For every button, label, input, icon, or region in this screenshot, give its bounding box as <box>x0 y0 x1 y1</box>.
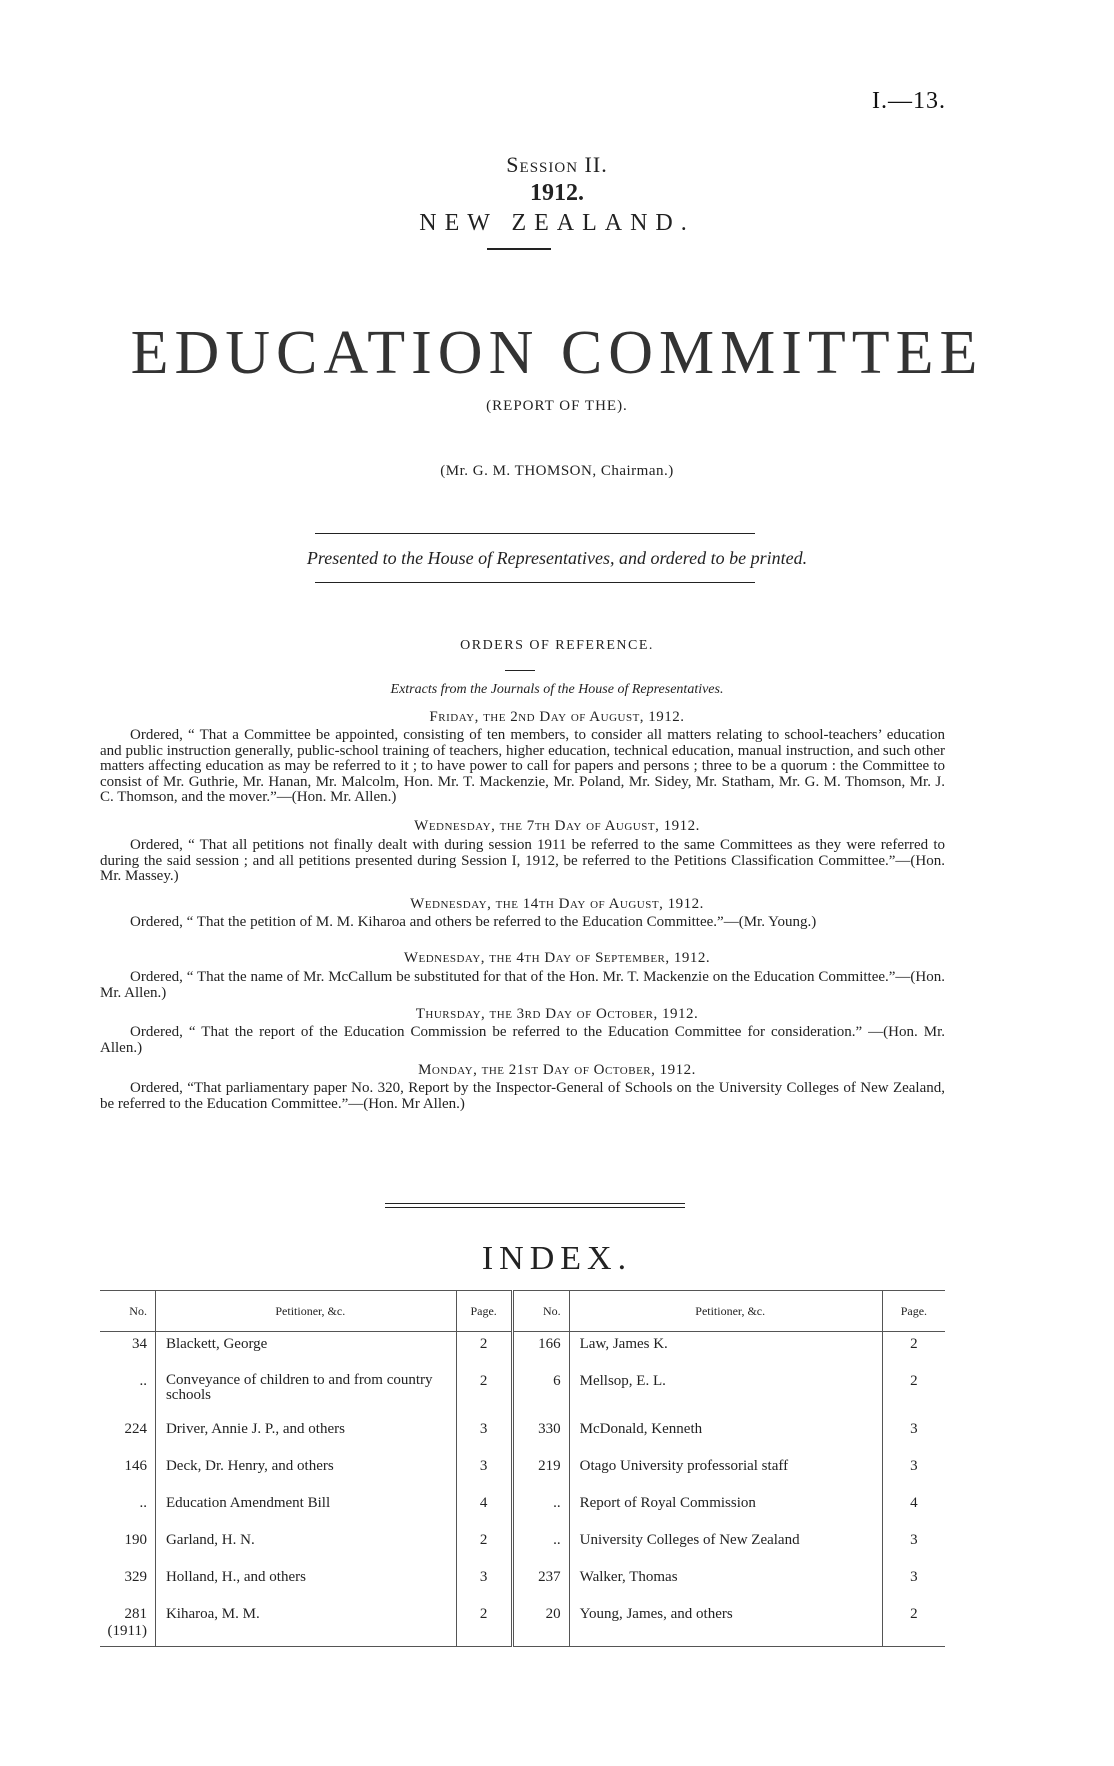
presented-rule-bottom <box>315 582 755 583</box>
order-text: Ordered, “ That the report of the Education Commission be referred to the Education Committee for consideration.” —(Hon. Mr. Allen.) <box>100 1024 945 1056</box>
country-label: NEW ZEALAND. <box>419 210 695 236</box>
cell-petitioner: University Colleges of New Zealand <box>579 1532 800 1548</box>
order-text: Ordered, “ That a Committee be appointed, consisting of ten members, to consider all matters relating to school-teachers’ education and public instruction generally, public-school training of teachers, higher education, technical education, manual instruction, and such other matters affecting education as may be referred to it ; to have power to call for papers and persons ; three to be a quorum : the Committee to consist of Mr. Guthrie, Mr. Hanan, Mr. Malcolm, Hon. Mr. T. Mackenzie, Mr. Poland, Mr. Sidey, Mr. Statham, Mr. G. M. Thomson, Mr. J. C. Thomson, and the mover.”—(Hon. Mr. Allen.) <box>100 727 945 805</box>
table-row <box>100 1332 945 1370</box>
cell-petitioner: Blackett, George <box>165 1336 268 1352</box>
order-date: Thursday, the 3rd Day of October, 1912. <box>415 1006 699 1022</box>
cell-no: 281 (1911) <box>100 1602 155 1646</box>
session-label: Session II. <box>506 152 608 177</box>
cell-petitioner: Law, James K. <box>579 1336 668 1352</box>
cell-petitioner: Conveyance of children to and from country schools <box>165 1372 433 1403</box>
cell-petitioner: Garland, H. N. <box>165 1532 255 1548</box>
cell-page: 2 <box>456 1602 512 1646</box>
index-table <box>100 1290 945 1647</box>
cell-page: 2 <box>456 1332 512 1370</box>
header-rule <box>487 248 551 250</box>
cell-petitioner: Mellsop, E. L. <box>579 1373 666 1389</box>
chairman-line: (Mr. G. M. THOMSON, Chairman.) <box>440 463 674 479</box>
col-page: Page. <box>456 1291 512 1332</box>
cell-page: 2 <box>456 1369 512 1417</box>
order-text: Ordered, “That parliamentary paper No. 320, Report by the Inspector-General of Schools on the University Colleges of New Zealand, be referred to the Education Committee.”—(Hon. Mr Allen.) <box>100 1080 945 1112</box>
order-text: Ordered, “ That all petitions not finally dealt with during session 1911 be referred to the same Committees as they were referred to during the said session ; and all petitions presented during Session I, 1912, be referred to the Petitions Classification Committee.”—(Hon. Mr. Massey.) <box>100 837 945 884</box>
cell-page: 3 <box>456 1417 512 1454</box>
cell-no: .. <box>100 1491 155 1528</box>
cell-no: .. <box>512 1528 569 1565</box>
cell-petitioner: Kiharoa, M. M. <box>155 1602 456 1646</box>
cell-petitioner: Otago University professorial staff <box>579 1458 789 1474</box>
order-text: Ordered, “ That the name of Mr. McCallum be substituted for that of the Hon. Mr. T. Mackenzie on the Education Committee.”—(Hon. Mr. Allen.) <box>100 969 945 1001</box>
cell-no: 20 <box>512 1602 569 1646</box>
orders-rule <box>505 670 535 671</box>
cell-petitioner: Walker, Thomas <box>579 1569 678 1585</box>
table-row <box>100 1369 945 1417</box>
cell-no: 329 <box>100 1565 155 1602</box>
order-text: Ordered, “ That the petition of M. M. Kiharoa and others be referred to the Education Committee.”—(Mr. Young.) <box>130 914 817 930</box>
cell-no: 190 <box>100 1528 155 1565</box>
cell-page: 4 <box>456 1491 512 1528</box>
cell-page: 2 <box>882 1369 945 1417</box>
cell-no: 219 <box>512 1454 569 1491</box>
cell-no: .. <box>100 1369 155 1417</box>
presented-line: Presented to the House of Representatives, and ordered to be printed. <box>306 548 808 568</box>
extracts-line: Extracts from the Journals of the House of Representatives. <box>390 682 724 697</box>
order-date: Wednesday, the 14th Day of August, 1912. <box>410 896 704 912</box>
cell-no: .. <box>512 1491 569 1528</box>
cell-page: 3 <box>456 1565 512 1602</box>
cell-page: 3 <box>456 1454 512 1491</box>
year-label: 1912. <box>530 180 584 206</box>
cell-petitioner: Young, James, and others <box>569 1602 882 1646</box>
cell-no: 166 <box>512 1332 569 1370</box>
table-row <box>100 1602 945 1646</box>
table-row <box>100 1454 945 1491</box>
col-petitioner: Petitioner, &c. <box>155 1291 456 1332</box>
cell-page: 2 <box>882 1332 945 1370</box>
cell-page: 3 <box>882 1454 945 1491</box>
document-subtitle: (REPORT OF THE). <box>486 398 628 414</box>
col-petitioner: Petitioner, &c. <box>569 1291 882 1332</box>
cell-petitioner: McDonald, Kenneth <box>579 1421 703 1437</box>
presented-rule-top <box>315 533 755 534</box>
paper-reference: I.—13. <box>872 88 946 114</box>
table-row <box>100 1528 945 1565</box>
cell-no: 224 <box>100 1417 155 1454</box>
cell-petitioner: Driver, Annie J. P., and others <box>165 1421 345 1437</box>
col-page: Page. <box>882 1291 945 1332</box>
col-no: No. <box>100 1291 155 1332</box>
order-date: Wednesday, the 7th Day of August, 1912. <box>414 818 700 834</box>
cell-no: 34 <box>100 1332 155 1370</box>
col-no: No. <box>512 1291 569 1332</box>
table-row <box>100 1491 945 1528</box>
cell-petitioner: Deck, Dr. Henry, and others <box>165 1458 334 1474</box>
cell-page: 3 <box>882 1565 945 1602</box>
cell-petitioner: Holland, H., and others <box>165 1569 306 1585</box>
order-date: Friday, the 2nd Day of August, 1912. <box>429 709 685 725</box>
cell-page: 3 <box>882 1417 945 1454</box>
cell-page: 2 <box>456 1528 512 1565</box>
table-row <box>100 1565 945 1602</box>
cell-no: 237 <box>512 1565 569 1602</box>
cell-no: 330 <box>512 1417 569 1454</box>
order-date: Wednesday, the 4th Day of September, 1912. <box>403 950 711 966</box>
cell-petitioner: Report of Royal Commission <box>579 1495 756 1511</box>
cell-petitioner: Education Amendment Bill <box>165 1495 331 1511</box>
index-rule <box>385 1203 685 1208</box>
table-row <box>100 1417 945 1454</box>
cell-page: 2 <box>882 1602 945 1646</box>
document-title: EDUCATION COMMITTEE <box>130 319 984 387</box>
cell-no: 6 <box>512 1369 569 1417</box>
cell-page: 3 <box>882 1528 945 1565</box>
cell-page: 4 <box>882 1491 945 1528</box>
order-date: Monday, the 21st Day of October, 1912. <box>418 1062 696 1078</box>
orders-heading: ORDERS OF REFERENCE. <box>460 638 654 653</box>
index-title: INDEX. <box>481 1240 633 1277</box>
index-header-row <box>100 1291 945 1332</box>
cell-no: 146 <box>100 1454 155 1491</box>
